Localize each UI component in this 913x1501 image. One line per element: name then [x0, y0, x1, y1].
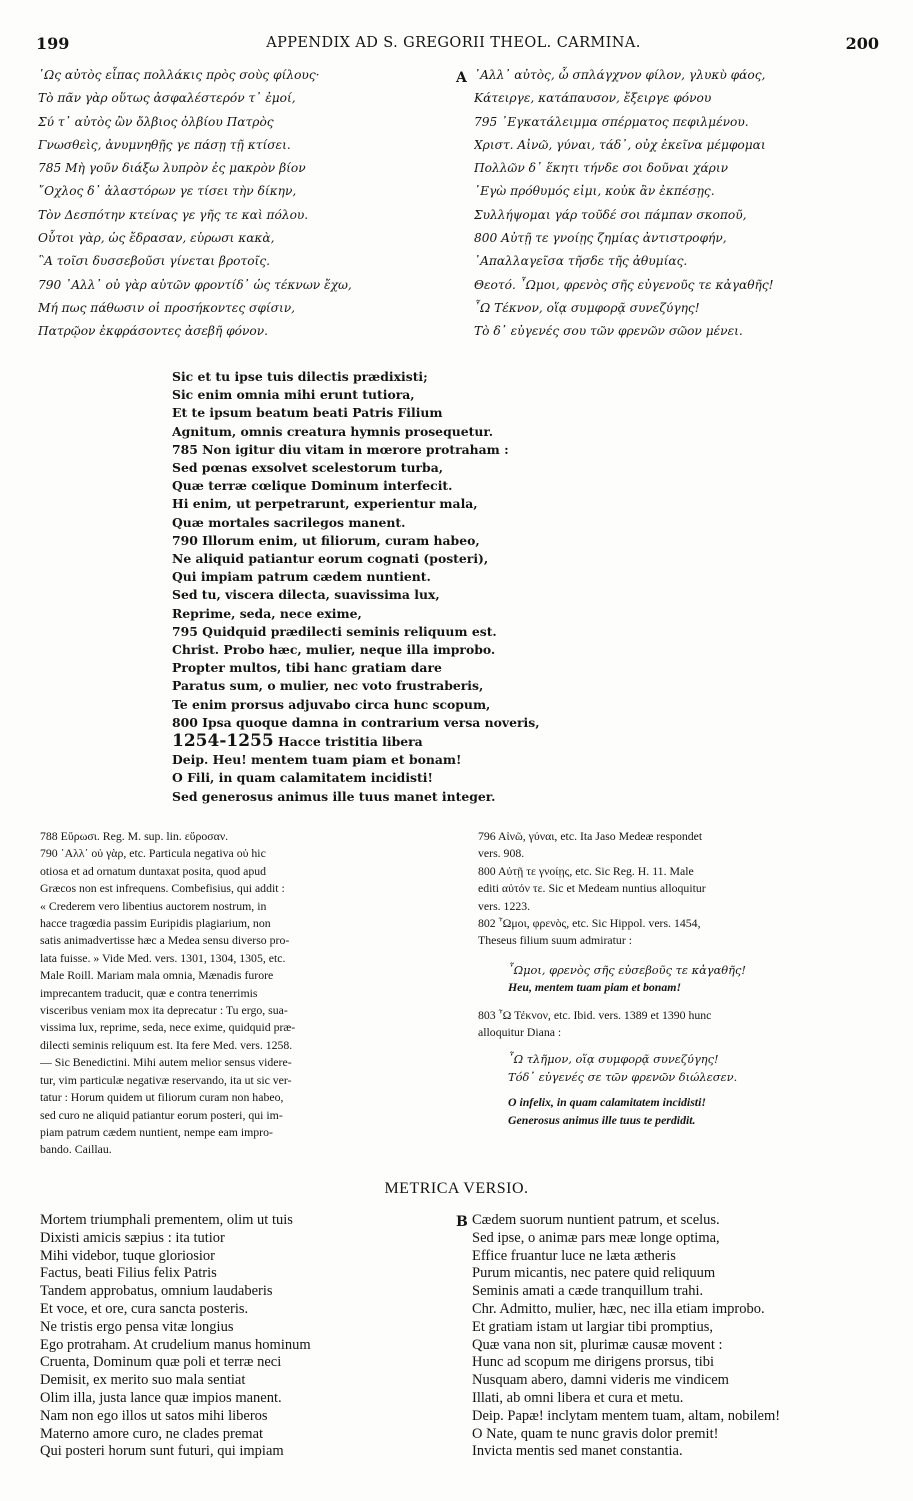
greek-text-right-column [474, 64, 874, 344]
note-line: lata fuisse. » Vide Med. vers. 1301, 1304, 1305, etc. [40, 950, 286, 965]
note-line: dilecti seminis reliquum est. Ita fere Med. vers. 1258. [40, 1037, 293, 1052]
verse-line: Chr. Admitto, mulier, hæc, nec illa etiam improbo. [472, 1300, 765, 1317]
verse-line: Factus, beati Filius felix Patris [40, 1265, 217, 1282]
latin-line: Propter multos, tibi hanc gratiam dare [172, 660, 442, 676]
note-line: sed curo ne aliquid patiantur eorum posteri, qui im- [40, 1107, 283, 1122]
greek-line: 795 ᾽Εγκατάλειμμα σπέρματος πεφιλμένου. [474, 114, 749, 129]
latin-line: Sic enim omnia mihi erunt tutiora, [172, 387, 415, 403]
note-line: 788 Εὕρωσι. Reg. M. sup. lin. εὕροσαν. [40, 829, 229, 843]
note-line: imprecantem traducit, quæ e contra tenerrimis [40, 985, 258, 1000]
greek-line: Μή πως πάθωσιν οἱ προσήκοντες σφίσιν, [38, 300, 296, 315]
latin-line: Sed generosus animus ille tuus manet integer. [172, 788, 496, 804]
page-number-left: 199 [36, 34, 70, 53]
page-number-right: 200 [845, 34, 879, 53]
quoted-latin-line: Generosus animus ille tuus te perdidit. [508, 1112, 696, 1127]
note-line: Theseus filium suum admiratur : [478, 933, 632, 948]
verse-line: Olim illa, justa lance quæ impios manent. [40, 1389, 282, 1406]
quoted-latin-line: Heu, mentem tuam piam et bonam! [508, 980, 682, 995]
greek-line: Τὸν Δεσπότην κτείνας γε γῆς τε καὶ πόλου. [38, 207, 309, 222]
verse-line: O Nate, quam te nunc gravis dolor premit! [472, 1425, 719, 1442]
note-line: 800 Αὐτῇ τε γνοίῃς, etc. Sic Reg. H. 11. Male [478, 863, 694, 878]
latin-line: Deip. Heu! mentem tuam piam et bonam! [172, 752, 462, 768]
column-number-marker: 1254-1255 [172, 732, 274, 752]
note-line: satis animadvertisse hæc a Medea sensu diverso pro- [40, 933, 290, 948]
latin-line-with-column-number [172, 732, 572, 751]
margin-letter-a: A [456, 70, 467, 86]
greek-line: ᾽Απαλλαγεῖσα τῆσδε τῆς ἀθυμίας. [474, 254, 688, 269]
latin-line: Christ. Probo hæc, mulier, neque illa improbo. [172, 642, 496, 658]
verse-line: Et gratiam istam ut largiar tibi promptius, [472, 1318, 713, 1335]
latin-line: Qui impiam patrum cædem nuntient. [172, 569, 431, 585]
note-line: otiosa et ad ornatum duntaxat posita, quod apud [40, 863, 267, 878]
latin-line: 785 Non igitur diu vitam in mœrore protraham : [172, 441, 509, 457]
quoted-greek-line: ῏Ωμοι, φρενὸς σῆς εὐσεβοῦς τε κἀγαθῆς! [508, 962, 746, 977]
latin-line-text: Hacce tristitia libera [273, 734, 423, 750]
verse-line: Seminis amati a cæde tranquillum trahi. [472, 1283, 704, 1300]
quoted-greek-line: ῏Ω τλῆμον, οἵᾳ συμφορᾷ συνεζύγης! [508, 1052, 719, 1067]
footnotes-left-column [40, 828, 448, 1159]
greek-line: ῝Α τοῖσι δυσσεβοῦσι γίνεται βροτοῖς. [38, 254, 271, 269]
footnotes-right-column [478, 828, 878, 1129]
latin-line: Et te ipsum beatum beati Patris Filium [172, 405, 443, 421]
page-header [28, 34, 879, 56]
verse-line: Et voce, et ore, cura sancta posteris. [40, 1300, 249, 1317]
verse-line: Ego protraham. At crudelium manus hominum [40, 1336, 311, 1353]
note-line: visceribus veniam mox ita deprecatur : Tu ergo, sua- [40, 1003, 288, 1018]
note-line: vissima lux, reprime, seda, nece exime, quidquid præ- [40, 1020, 296, 1035]
verse-line: Invicta mentis sed manet constantia. [472, 1443, 683, 1460]
verse-line: Purum micantis, nec patere quid reliquum [472, 1265, 716, 1282]
latin-line: Sic et tu ipse tuis dilectis prædixisti; [172, 369, 428, 384]
section-heading: METRICA VERSIO. [384, 1180, 529, 1197]
greek-line: ῎Οχλος δ᾽ ἀλαστόρων γε τίσει τὴν δίκην, [38, 184, 297, 199]
greek-line: Συλλήψομαι γάρ τοῦδέ σοι πάμπαν σκοποῦ, [474, 207, 747, 222]
latin-line: Quæ mortales sacrilegos manent. [172, 514, 406, 530]
verse-line: Dixisti amicis sæpius : ita tutior [40, 1229, 225, 1246]
note-line: vers. 1223. [478, 898, 531, 913]
verse-line: Demisit, ex merito suo mala sentiat [40, 1372, 246, 1389]
metrical-version-right-column [472, 1212, 892, 1461]
running-title: APPENDIX AD S. GREGORII THEOL. CARMINA. [266, 35, 641, 51]
greek-line: ῏Ω Τέκνον, οἵᾳ συμφορᾷ συνεζύγης! [474, 300, 700, 315]
greek-line: 790 ᾽Αλλ᾽ οὐ γὰρ αὐτῶν φροντίδ᾽ ὡς τέκνων ἔχω, [38, 277, 352, 292]
verse-line: Nusquam abero, damni videris me vindicem [472, 1372, 729, 1389]
verse-line: Cædem suorum nuntient patrum, et scelus. [472, 1212, 720, 1228]
metrical-version-left-column [40, 1212, 460, 1461]
latin-line: Reprime, seda, nece exime, [172, 605, 362, 621]
note-line: « Crederem vero libentius auctorem nostrum, in [40, 898, 267, 913]
greek-line: 785 Μὴ γοῦν διάξω λυπρὸν ἐς μακρὸν βίον [38, 161, 306, 176]
latin-line: Te enim prorsus adjuvabo circa hunc scopum, [172, 696, 491, 712]
verse-line: Deip. Papæ! inclytam mentem tuam, altam, nobilem! [472, 1407, 781, 1424]
greek-line: 800 Αὐτῇ τε γνοίῃς ζημίας ἀντιστροφήν, [474, 231, 727, 246]
note-line: — Sic Benedictini. Mihi autem melior sensus videre- [40, 1055, 292, 1070]
quoted-greek-line: Τόδ᾽ εὐγενές σε τῶν φρενῶν διώλεσεν. [508, 1069, 738, 1084]
latin-line: Paratus sum, o mulier, nec voto frustraberis, [172, 678, 484, 694]
greek-line: Χριστ. Αἰνῶ, γύναι, τάδ᾽, οὐχ ἐκεῖνα μέμφομαι [474, 137, 766, 152]
greek-line: Θεοτό. ῏Ωμοι, φρενὸς σῆς εὐγενοῦς τε κἀγαθῆς! [474, 277, 774, 292]
verse-line: Nam non ego illos ut satos mihi liberos [40, 1407, 268, 1424]
verse-line: Ne tristis ergo pensa vitæ longius [40, 1318, 234, 1335]
verse-line: Hunc ad scopum me dirigens prorsus, tibi [472, 1354, 715, 1371]
note-line: vers. 908. [478, 846, 525, 861]
greek-line: Γνωσθεὶς, ἀνυμνηθῇς γε πάσῃ τῇ κτίσει. [38, 137, 291, 152]
note-line: 802 ῏Ωμοι, φρενὸς, etc. Sic Hippol. vers. 1454, [478, 916, 701, 931]
greek-line: Τὸ πᾶν γὰρ οὕτως ἀσφαλέστερόν τ᾽ ἐμοί, [38, 91, 296, 106]
latin-line: 800 Ipsa quoque damna in contrarium versa noveris, [172, 714, 540, 730]
verse-line: Quæ vana non sit, plurimæ causæ movent : [472, 1336, 723, 1353]
latin-translation [172, 368, 572, 806]
greek-line: ᾽Αλλ᾽ αὐτὸς, ὦ σπλάγχνον φίλον, γλυκὺ φάος, [474, 68, 766, 82]
quoted-latin-line: O infelix, in quam calamitatem incidisti! [508, 1095, 706, 1110]
note-line: 803 ῏Ω Τέκνον, etc. Ibid. vers. 1389 et 1390 hunc [478, 1007, 712, 1022]
greek-line: Τὸ δ᾽ εὐγενές σου τῶν φρενῶν σῶον μένει. [474, 324, 743, 339]
greek-line: Οὗτοι γὰρ, ὡς ἔδρασαν, εὑρωσι κακὰ, [38, 231, 275, 246]
note-line: Græcos non est infrequens. Combefisius, qui addit : [40, 881, 285, 896]
note-line: Male Roill. Mariam mala omnia, Mænadis furore [40, 968, 274, 983]
greek-text-left-column [38, 64, 438, 344]
greek-line: ῾Ως αὐτὸς εἶπας πολλάκις πρὸς σοὺς φίλους· [38, 68, 320, 82]
note-line: hacce tragœdia passim Euripidis plagiarium, non [40, 916, 271, 931]
verse-line: Tandem approbatus, omnium laudaberis [40, 1283, 273, 1300]
greek-line: Σύ τ᾽ αὐτὸς ὢν ὄλβιος ὀλβίου Πατρὸς [38, 114, 274, 129]
note-line: piam patrum cædem nuntient, nempe eam impro- [40, 1124, 273, 1139]
latin-line: Sed tu, viscera dilecta, suavissima lux, [172, 587, 440, 603]
note-line: bando. Caillau. [40, 1142, 112, 1157]
greek-line: Πατρῷον ἐκφράσοντες ἀσεβῆ φόνον. [38, 324, 269, 339]
note-line: tatur : Horum quidem ut filiorum curam non habeo, [40, 1090, 284, 1105]
note-line: alloquitur Diana : [478, 1025, 562, 1040]
greek-line: Κάτειργε, κατάπαυσον, ἔξειργε φόνου [474, 91, 712, 106]
margin-letter-b: B [456, 1214, 468, 1230]
verse-line: Mortem triumphali prementem, olim ut tuis [40, 1212, 293, 1228]
verse-line: Illati, ab omni libera et cura et metu. [472, 1389, 684, 1406]
latin-line: O Fili, in quam calamitatem incidisti! [172, 770, 433, 786]
note-line: 796 Αἰνῶ, γύναι, etc. Ita Jaso Medeæ respondet [478, 829, 703, 843]
verse-line: Effice fruantur luce ne læta ætheris [472, 1247, 676, 1264]
latin-line: Agnitum, omnis creatura hymnis prosequetur. [172, 423, 494, 439]
greek-line: ᾽Εγὼ πρόθυμός εἰμι, κοὐκ ἂν ἐκπέσῃς. [474, 184, 715, 199]
verse-line: Sed ipse, o animæ pars meæ longe optima, [472, 1229, 720, 1246]
latin-line: 790 Illorum enim, ut filiorum, curam habeo, [172, 532, 480, 548]
greek-line: Πολλῶν δ᾽ ἕκητι τήνδε σοι δοῦναι χάριν [474, 161, 729, 176]
note-line: tur, vim particulæ negativæ reservando, ita ut sic ver- [40, 1072, 292, 1087]
latin-line: 795 Quidquid prædilecti seminis reliquum est. [172, 623, 497, 639]
note-line: 790 ᾽Αλλ᾽ οὐ γὰρ, etc. Particula negativa οὐ hic [40, 846, 266, 861]
verse-line: Qui posteri horum sunt futuri, qui impiam [40, 1443, 284, 1460]
latin-line: Sed pœnas exsolvet scelestorum turba, [172, 460, 444, 476]
verse-line: Mihi videbor, tuque gloriosior [40, 1247, 216, 1264]
latin-line: Hi enim, ut perpetrarunt, experientur mala, [172, 496, 478, 512]
latin-line: Quæ terræ cœlique Dominum interfecit. [172, 478, 453, 494]
latin-line: Ne aliquid patiantur eorum cognati (posteri), [172, 551, 489, 567]
note-line: editi αὐτόν τε. Sic et Medeam nuntius alloquitur [478, 881, 706, 896]
verse-line: Cruenta, Dominum quæ poli et terræ neci [40, 1354, 282, 1371]
verse-line: Materno amore curo, ne clades premat [40, 1425, 264, 1442]
